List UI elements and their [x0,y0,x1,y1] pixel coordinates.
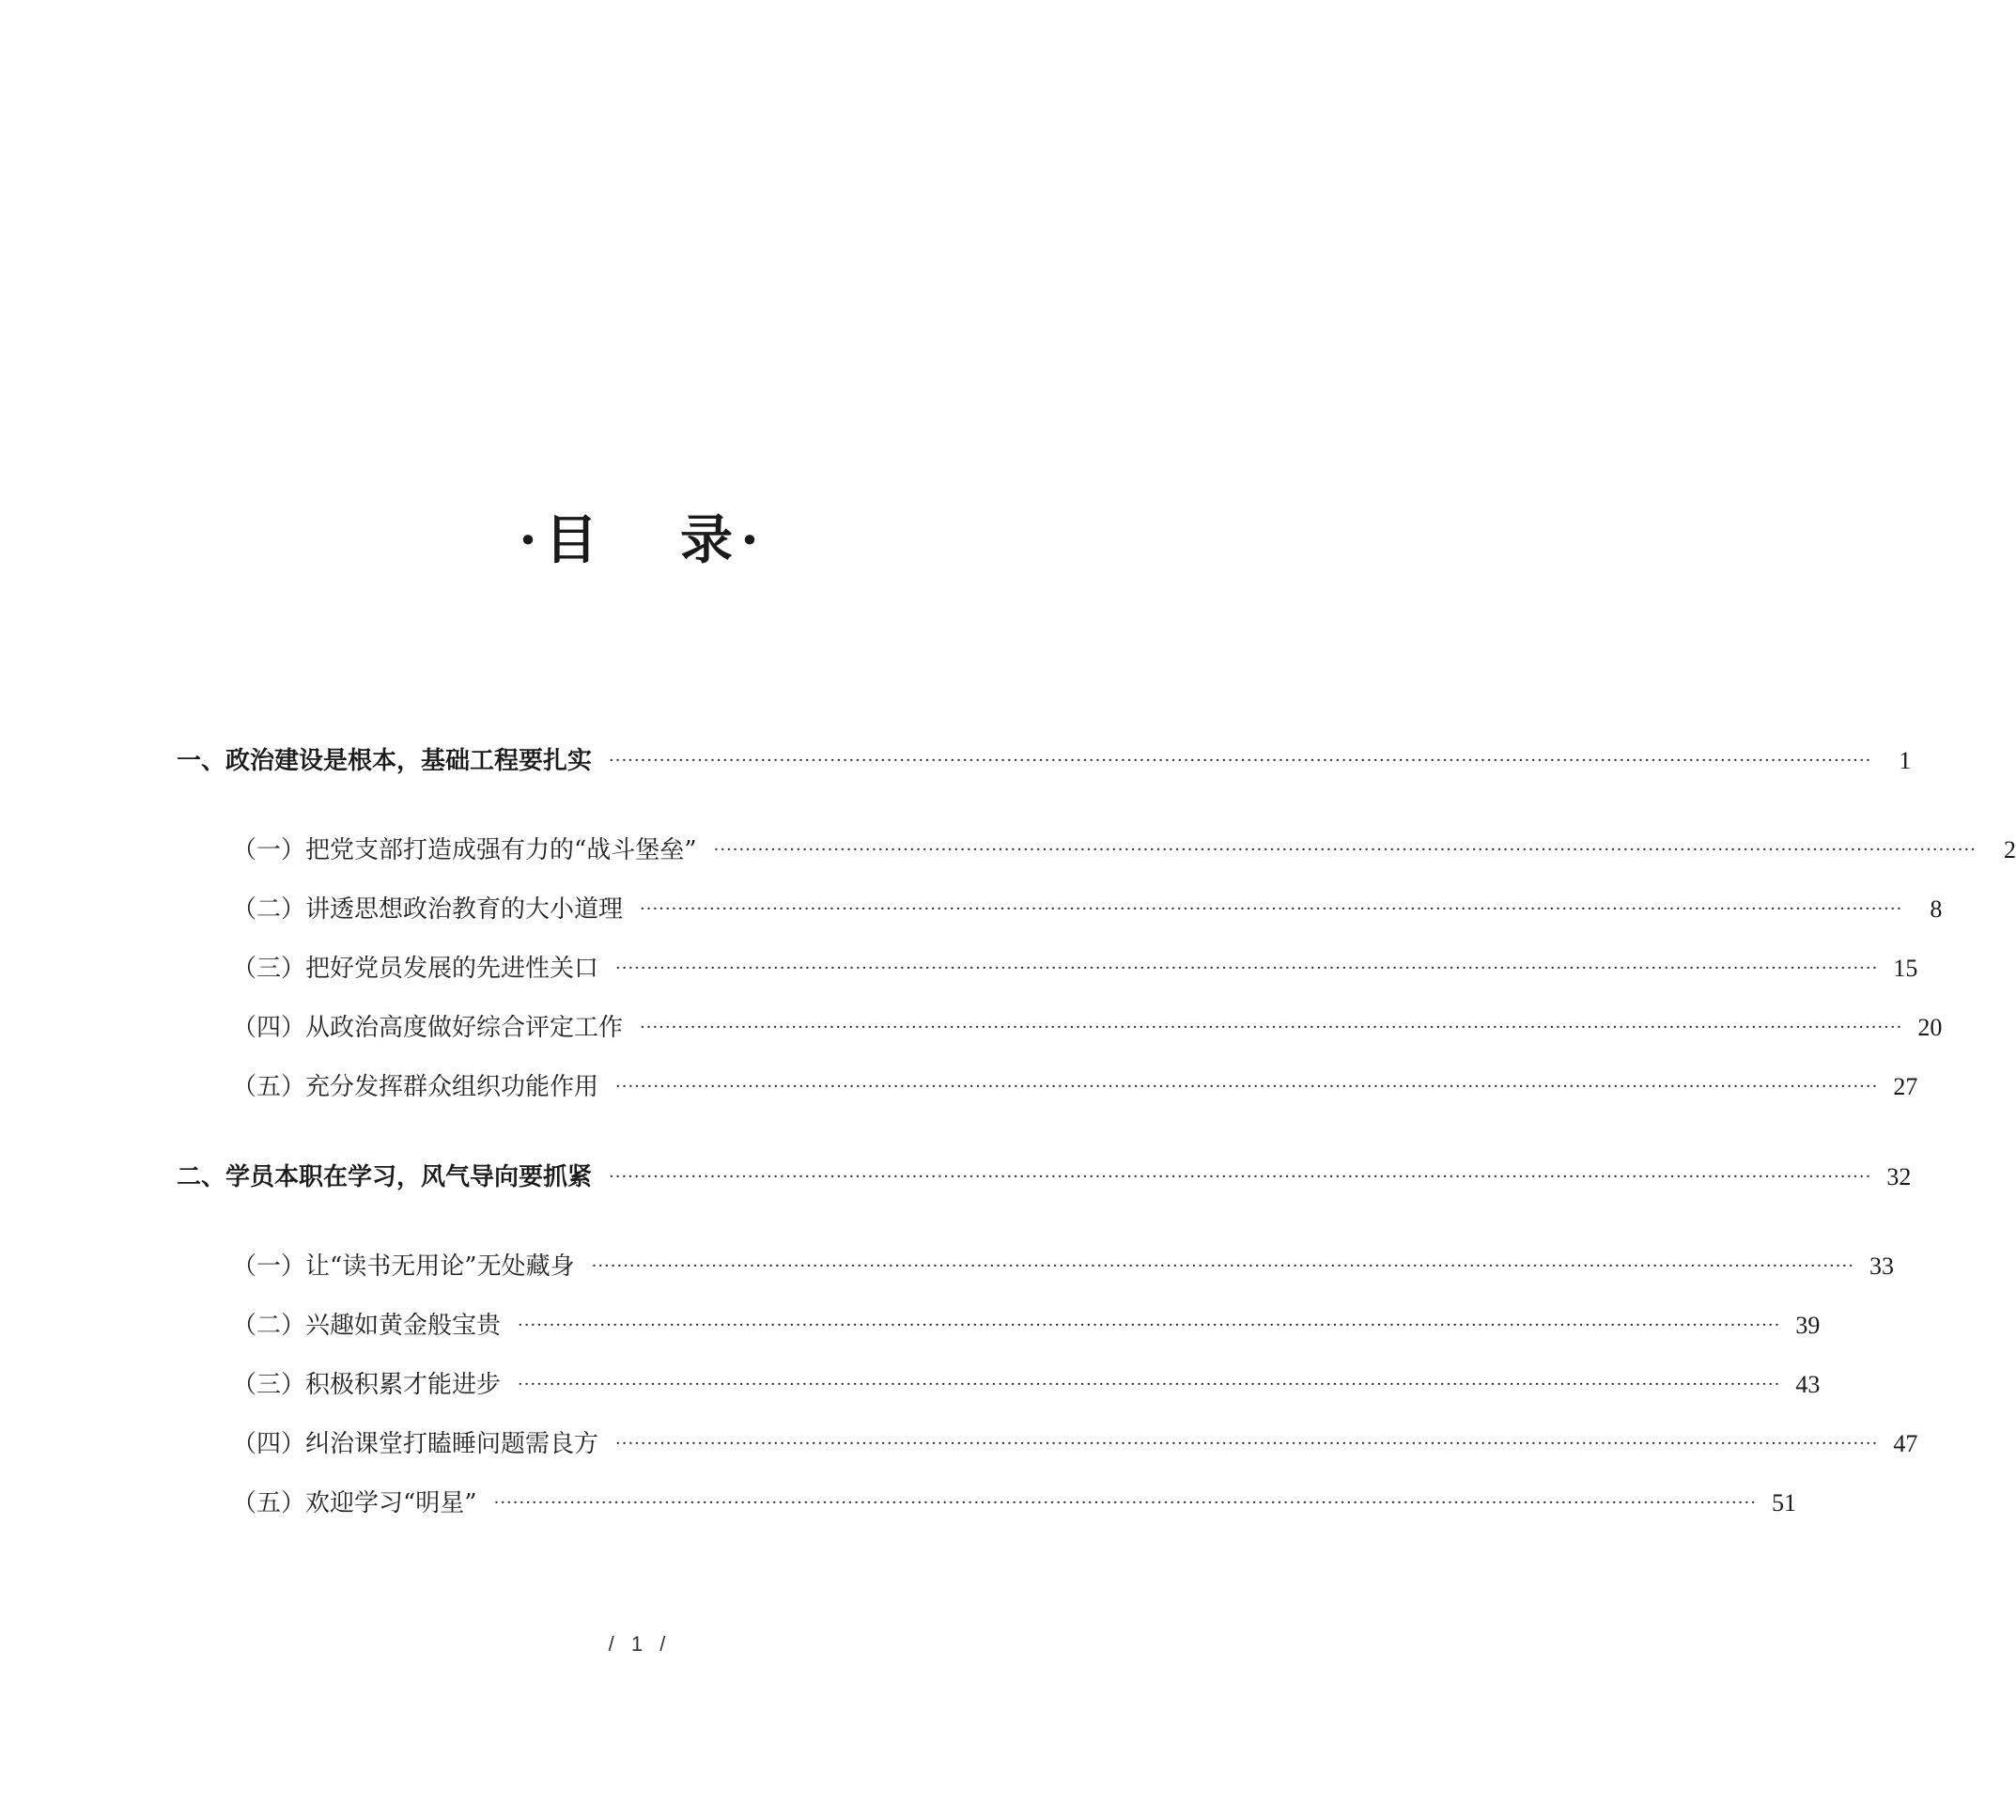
toc-subsection-entry [0,891,1943,928]
toc-subsection-entry [0,1307,1821,1345]
toc-subsection-entry [0,1009,1943,1047]
toc-dot-leader: ········································································································································································································ [518,1315,1781,1335]
toc-page-number: 15 [1893,955,1918,982]
toc-dot-leader: ········································································································································································································ [615,958,1879,978]
toc-page-number: 51 [1771,1489,1796,1517]
toc-entry-label: （二）兴趣如黄金般宝贵 [232,1312,502,1340]
toc-section-entry [0,1159,1912,1196]
page-number-footer: / 1 / [608,1632,672,1656]
toc-page-number: 43 [1795,1371,1821,1398]
toc-entry-label: （五）充分发挥群众组织功能作用 [232,1073,599,1101]
toc-subsection-entry [0,1248,1894,1285]
toc-subsection-entry [0,832,2016,869]
toc-entry-label: （二）讲透思想政治教育的大小道理 [232,895,624,924]
toc-entry-label: （五）欢迎学习“明星” [232,1489,477,1517]
toc-entry-label: 二、学员本职在学习，风气导向要抓紧 [177,1163,593,1191]
toc-page-number: 32 [1886,1163,1912,1190]
toc-dot-leader: ········································································································································································································ [713,840,1977,860]
toc-entry-label: （三）积极积累才能进步 [232,1371,502,1399]
toc-subsection-entry [0,1425,1918,1463]
toc-subsection-entry [0,1485,1796,1522]
title-char-mu: 目 [545,509,599,571]
toc-dot-leader: ········································································································································································································ [615,1077,1879,1097]
toc-entry-label: （一）让“读书无用论”无处藏身 [232,1252,575,1281]
title-char-lu: 录 [680,509,735,571]
toc-subsection-entry [0,1366,1821,1404]
toc-entry-label: （三）把好党员发展的先进性关口 [232,955,599,983]
toc-subsection-entry [0,1068,1918,1106]
page-title [0,507,1279,573]
toc-entry-label: （一）把党支部打造成强有力的“战斗堡垒” [232,836,697,864]
toc-dot-leader: ········································································································································································································ [640,1018,1903,1037]
toc-page-number: 20 [1917,1014,1943,1041]
toc-page-number: 39 [1795,1312,1821,1339]
toc-page-number: 2 [2003,836,2016,863]
toc-dot-leader: ········································································································································································································ [615,1434,1879,1454]
toc-page-number: 1 [1899,747,1912,774]
toc-page-number: 8 [1930,895,1943,923]
toc-entry-label: （四）纠治课堂打瞌睡问题需良方 [232,1430,599,1458]
toc-section-entry [0,742,1912,780]
toc-page-number: 33 [1869,1252,1894,1280]
title-right-dot: · [740,509,761,571]
toc-page-number: 27 [1893,1073,1918,1100]
toc-dot-leader: ········································································································································································································ [493,1493,1757,1513]
toc-entry-label: 一、政治建设是根本，基础工程要扎实 [177,747,593,775]
toc-dot-leader: ········································································································································································································ [518,1375,1781,1394]
toc-page-number: 47 [1893,1430,1918,1457]
toc-entry-label: （四）从政治高度做好综合评定工作 [232,1014,624,1042]
toc-subsection-entry [0,950,1918,988]
title-left-dot: · [519,509,539,571]
toc-dot-leader: ········································································································································································································ [609,1167,1872,1187]
toc-dot-leader: ········································································································································································································ [640,899,1903,919]
toc-dot-leader: ········································································································································································································ [609,751,1872,770]
toc-dot-leader: ········································································································································································································ [591,1256,1854,1276]
